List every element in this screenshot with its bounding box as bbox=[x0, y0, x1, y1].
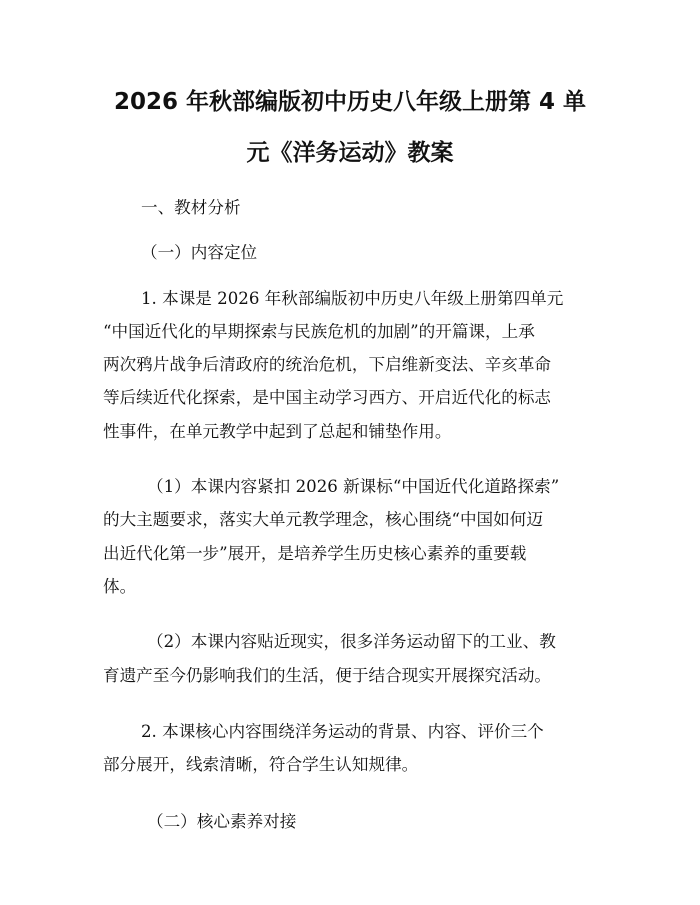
paragraph-1-line: 1. 本课是 2026 年秋部编版初中历史八年级上册第四单元 bbox=[141, 289, 564, 308]
paragraph-1a-line: 体。 bbox=[103, 577, 137, 596]
paragraph-1b-line: 育遗产至今仍影响我们的生活，便于结合现实开展探究活动。 bbox=[103, 666, 552, 685]
paragraph-1-line: 性事件，在单元教学中起到了总起和铺垫作用。 bbox=[103, 422, 452, 441]
subsection-heading-core-literacy: （二）核心素养对接 bbox=[147, 812, 297, 831]
paragraph-2-line: 部分展开，线索清晰，符合学生认知规律。 bbox=[103, 755, 419, 774]
paragraph-1a-line: 的大主题要求，落实大单元教学理念，核心围绕“中国如何迈 bbox=[103, 510, 543, 529]
paragraph-1a-line: （1）本课内容紧扣 2026 新课标“中国近代化道路探索” bbox=[147, 477, 560, 496]
paragraph-1-line: 两次鸦片战争后清政府的统治危机，下启维新变法、辛亥革命 bbox=[103, 355, 552, 374]
paragraph-1-line: 等后续近代化探索，是中国主动学习西方、开启近代化的标志 bbox=[103, 388, 552, 407]
paragraph-1a-line: 出近代化第一步”展开，是培养学生历史核心素养的重要载 bbox=[103, 544, 527, 563]
section-heading-teaching-material-analysis: 一、教材分析 bbox=[141, 198, 241, 217]
paragraph-1b-line: （2）本课内容贴近现实，很多洋务运动留下的工业、教 bbox=[147, 632, 556, 651]
paragraph-2-line: 2. 本课核心内容围绕洋务运动的背景、内容、评价三个 bbox=[141, 722, 544, 741]
document-title-line-1: 2026 年秋部编版初中历史八年级上册第 4 单 bbox=[113, 89, 587, 115]
subsection-heading-content-positioning: （一）内容定位 bbox=[141, 243, 258, 262]
paragraph-1-line: “中国近代化的早期探索与民族危机的加剧”的开篇课，上承 bbox=[103, 322, 535, 341]
document-title-line-2: 元《洋务运动》教案 bbox=[246, 140, 454, 166]
